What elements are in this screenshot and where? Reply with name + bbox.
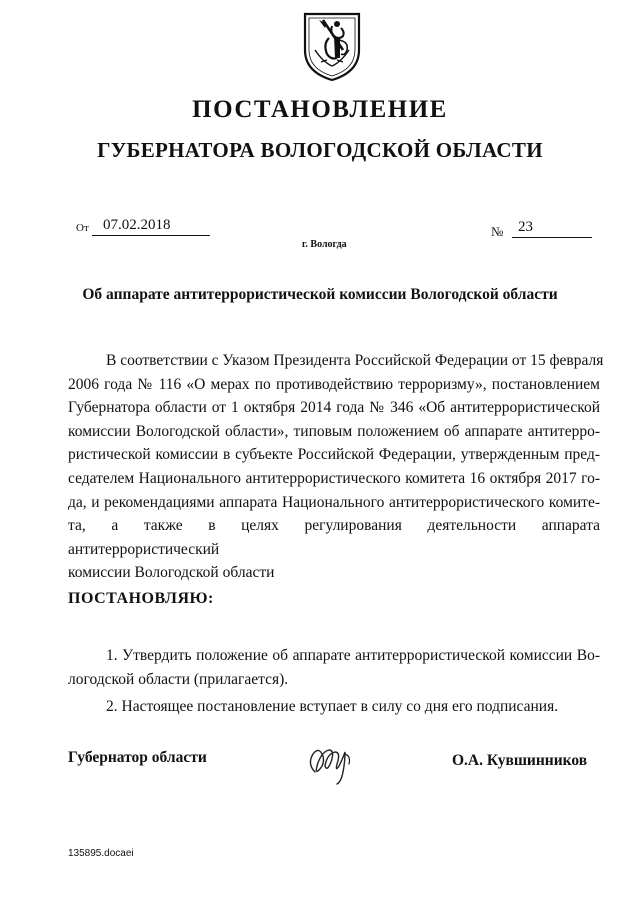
- document-subtitle: ГУБЕРНАТОРА ВОЛОГОДСКОЙ ОБЛАСТИ: [97, 138, 543, 162]
- preamble-line: комиссии Вологодской области», типовым положением об аппарате антитерро-: [68, 422, 600, 440]
- coat-of-arms-icon: [301, 10, 363, 82]
- handwritten-signature: [305, 742, 355, 786]
- document-city: г. Вологда: [302, 239, 347, 250]
- resolve-heading: ПОСТАНОВЛЯЮ:: [68, 590, 214, 607]
- preamble-line: та, а также в целях регулирования деятельности аппарата антитеррористический: [68, 517, 600, 558]
- preamble-line: седателем Национального антитеррористического комитета 16 октября 2017 го-: [68, 469, 600, 487]
- document-date: 07.02.2018: [92, 217, 210, 236]
- preamble-paragraph: [68, 349, 604, 585]
- preamble-line: 2006 года № 116 «О мерах по противодействию терроризму», постановлением: [68, 375, 600, 393]
- preamble-line: В соответствии с Указом Президента Российской Федерации от 15 февраля: [106, 352, 604, 369]
- item-1-line: логодской области (прилагается).: [68, 671, 289, 688]
- date-prefix: От: [76, 222, 89, 234]
- number-prefix: №: [491, 224, 504, 239]
- item-1-line: 1. Утвердить положение об аппарате антитеррористической комиссии Во-: [106, 647, 600, 664]
- preamble-line: ристической комиссии в субъекте Российской Федерации, утвержденным пред-: [68, 446, 600, 464]
- resolution-items: [68, 644, 600, 719]
- signer-position: Губернатор области: [68, 749, 207, 766]
- preamble-line: Губернатора области от 1 октября 2014 года № 346 «Об антитеррористической: [68, 399, 600, 417]
- document-subject: Об аппарате антитеррористической комиссии Вологодской области: [82, 286, 558, 303]
- document-number: 23: [512, 219, 592, 238]
- file-reference: 135895.docaei: [68, 848, 134, 859]
- preamble-line: да, и рекомендациями аппарата Национального антитеррористического комите-: [68, 493, 600, 511]
- item-2: 2. Настоящее постановление вступает в силу со дня его подписания.: [106, 698, 559, 715]
- signer-name: О.А. Кувшинников: [452, 752, 588, 769]
- document-title: ПОСТАНОВЛЕНИЕ: [192, 96, 448, 123]
- preamble-line: комиссии Вологодской области: [68, 564, 275, 582]
